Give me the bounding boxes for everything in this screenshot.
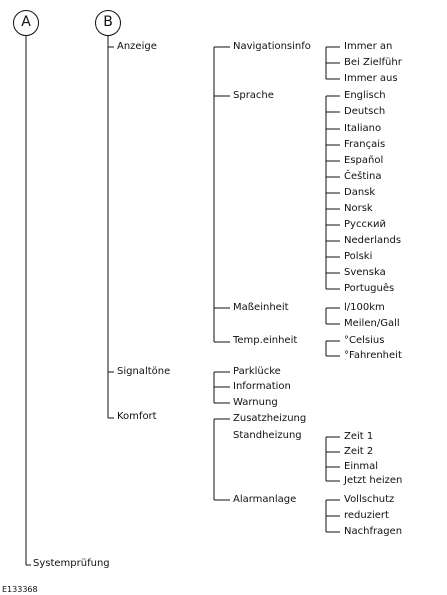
- option-temp-celsius: °Celsius: [344, 335, 385, 346]
- option-language: Norsk: [344, 203, 373, 214]
- marker-a: A: [13, 10, 39, 36]
- node-aux-heating: Zusatzheizung: [233, 413, 307, 424]
- option-nav-during-guidance: Bei Zielführ: [344, 57, 402, 68]
- option-alarm-reduced: reduziert: [344, 510, 389, 521]
- option-language: Français: [344, 139, 386, 150]
- node-display: Anzeige: [117, 41, 157, 52]
- node-nav-info: Navigationsinfo: [233, 41, 311, 52]
- node-signal-tones: Signaltöne: [117, 366, 171, 377]
- option-nav-always-on: Immer an: [344, 41, 393, 52]
- option-language: Svenska: [344, 267, 386, 278]
- marker-b: B: [95, 10, 121, 36]
- option-language: Español: [344, 155, 384, 166]
- option-language: Português: [344, 283, 395, 294]
- option-park-heating-time1: Zeit 1: [344, 431, 374, 442]
- option-park-heating-time2: Zeit 2: [344, 446, 374, 457]
- option-language: Dansk: [344, 187, 376, 198]
- node-parking-gap: Parklücke: [233, 366, 281, 377]
- option-unit-imperial: Meilen/Gall: [344, 318, 400, 329]
- node-temp-unit: Temp.einheit: [233, 335, 298, 346]
- node-alarm: Alarmanlage: [233, 494, 297, 505]
- node-park-heating: Standheizung: [233, 430, 302, 441]
- option-temp-fahrenheit: °Fahrenheit: [344, 350, 402, 361]
- option-unit-metric: l/100km: [344, 302, 385, 313]
- option-language: Nederlands: [344, 235, 402, 246]
- node-language: Sprache: [233, 90, 274, 101]
- figure-id: E133368: [2, 585, 38, 594]
- node-system-check: Systemprüfung: [33, 558, 110, 569]
- option-language: Englisch: [344, 90, 386, 101]
- option-language: Polski: [344, 251, 373, 262]
- option-park-heating-once: Einmal: [344, 461, 379, 472]
- node-comfort: Komfort: [117, 411, 157, 422]
- option-language: Deutsch: [344, 106, 386, 117]
- option-language: Čeština: [344, 171, 382, 182]
- node-units: Maßeinheit: [233, 302, 289, 313]
- option-alarm-full: Vollschutz: [344, 494, 395, 505]
- option-park-heating-now: Jetzt heizen: [344, 475, 403, 486]
- node-information: Information: [233, 381, 291, 392]
- option-nav-always-off: Immer aus: [344, 73, 398, 84]
- option-language: Русский: [344, 219, 386, 230]
- option-alarm-ask: Nachfragen: [344, 526, 403, 537]
- node-warning: Warnung: [233, 397, 278, 408]
- option-language: Italiano: [344, 123, 382, 134]
